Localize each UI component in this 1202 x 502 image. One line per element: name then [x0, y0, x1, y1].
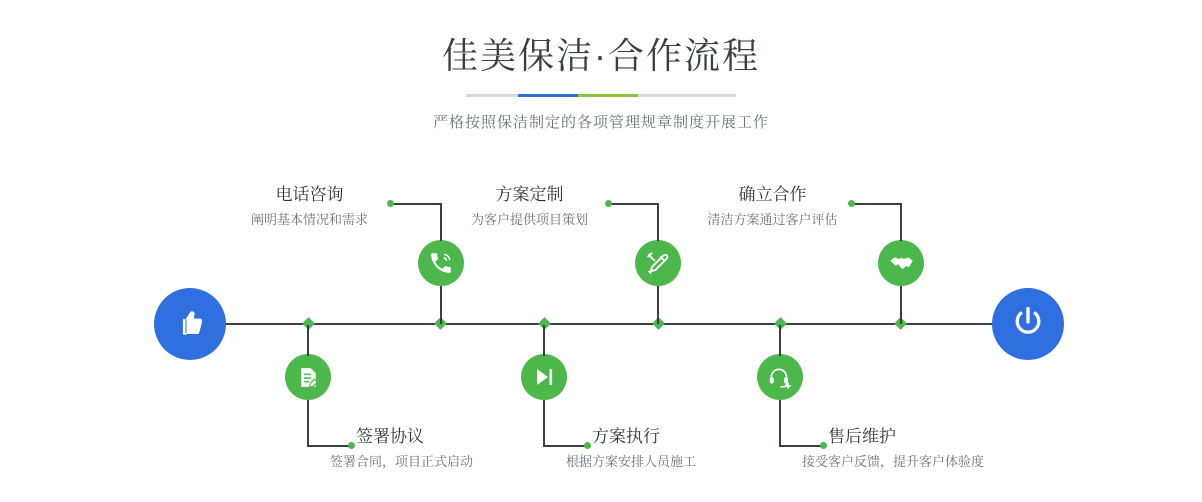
step-label-2 [330, 425, 556, 473]
step-icon-2 [285, 354, 331, 400]
step-desc-6: 接受客户反馈，提升客户体验度 [802, 454, 985, 469]
step-title-3: 方案定制 [495, 185, 564, 204]
step-icon-5 [878, 240, 924, 286]
play-next-icon [532, 365, 556, 389]
header [0, 32, 1202, 132]
connector-vline-5b [900, 203, 902, 241]
connector-vline-2 [307, 325, 309, 356]
pen-ruler-icon [645, 250, 671, 276]
connector-dot-6 [820, 442, 827, 449]
connector-dot-4 [584, 442, 591, 449]
connector-vline-1 [440, 286, 442, 324]
step-label-5 [695, 183, 850, 231]
step-label-6 [802, 425, 1058, 473]
connector-vline-5 [900, 286, 902, 324]
step-icon-4 [521, 354, 567, 400]
thumbs-up-icon [173, 305, 207, 344]
timeline-end-node [992, 288, 1064, 360]
connector-hline-5 [851, 203, 901, 205]
connector-dot-2 [348, 442, 355, 449]
step-desc-5: 清洁方案通过客户评估 [707, 212, 838, 227]
step-desc-1: 阐明基本情况和需求 [250, 212, 368, 227]
connector-vline-4 [543, 325, 545, 356]
title-divider [466, 94, 736, 97]
connector-vline-6 [779, 325, 781, 356]
connector-hline-3 [608, 203, 658, 205]
document-edit-icon [296, 365, 321, 390]
step-label-1 [232, 183, 387, 231]
step-icon-3 [635, 240, 681, 286]
page-subtitle: 严格按照保洁制定的各项管理规章制度开展工作 [432, 114, 769, 131]
step-desc-3: 为客户提供项目策划 [470, 212, 588, 227]
connector-vline-3 [657, 286, 659, 324]
step-title-1: 电话咨询 [275, 185, 344, 204]
page-title: 佳美保洁·合作流程 [442, 35, 760, 76]
step-title-4: 方案执行 [592, 427, 660, 446]
step-label-4 [566, 425, 792, 473]
phone-call-icon [428, 250, 454, 276]
connector-vline-6b [779, 400, 781, 447]
connector-vline-4b [543, 400, 545, 447]
connector-hline-1 [390, 203, 441, 205]
connector-vline-3b [657, 203, 659, 241]
divider-segment-blue [518, 94, 578, 97]
step-title-5: 确立合作 [738, 185, 807, 204]
connector-vline-1b [440, 203, 442, 241]
timeline-start-node [154, 288, 226, 360]
power-icon [1010, 304, 1046, 345]
step-label-3 [452, 183, 607, 231]
connector-dot-1 [387, 200, 394, 207]
connector-hline-4 [543, 445, 588, 447]
connector-vline-2b [307, 400, 309, 447]
step-title-6: 售后维护 [828, 427, 896, 446]
step-icon-1 [418, 240, 464, 286]
step-desc-4: 根据方案安排人员施工 [566, 454, 697, 469]
handshake-icon [888, 250, 915, 277]
connector-hline-2 [307, 445, 352, 447]
connector-hline-6 [779, 445, 824, 447]
headset-support-icon [767, 364, 793, 390]
divider-segment-green [578, 94, 638, 97]
step-icon-6 [757, 354, 803, 400]
process-timeline [0, 155, 1202, 502]
step-title-2: 签署协议 [356, 427, 424, 446]
step-desc-2: 签署合同，项目正式启动 [330, 454, 474, 469]
